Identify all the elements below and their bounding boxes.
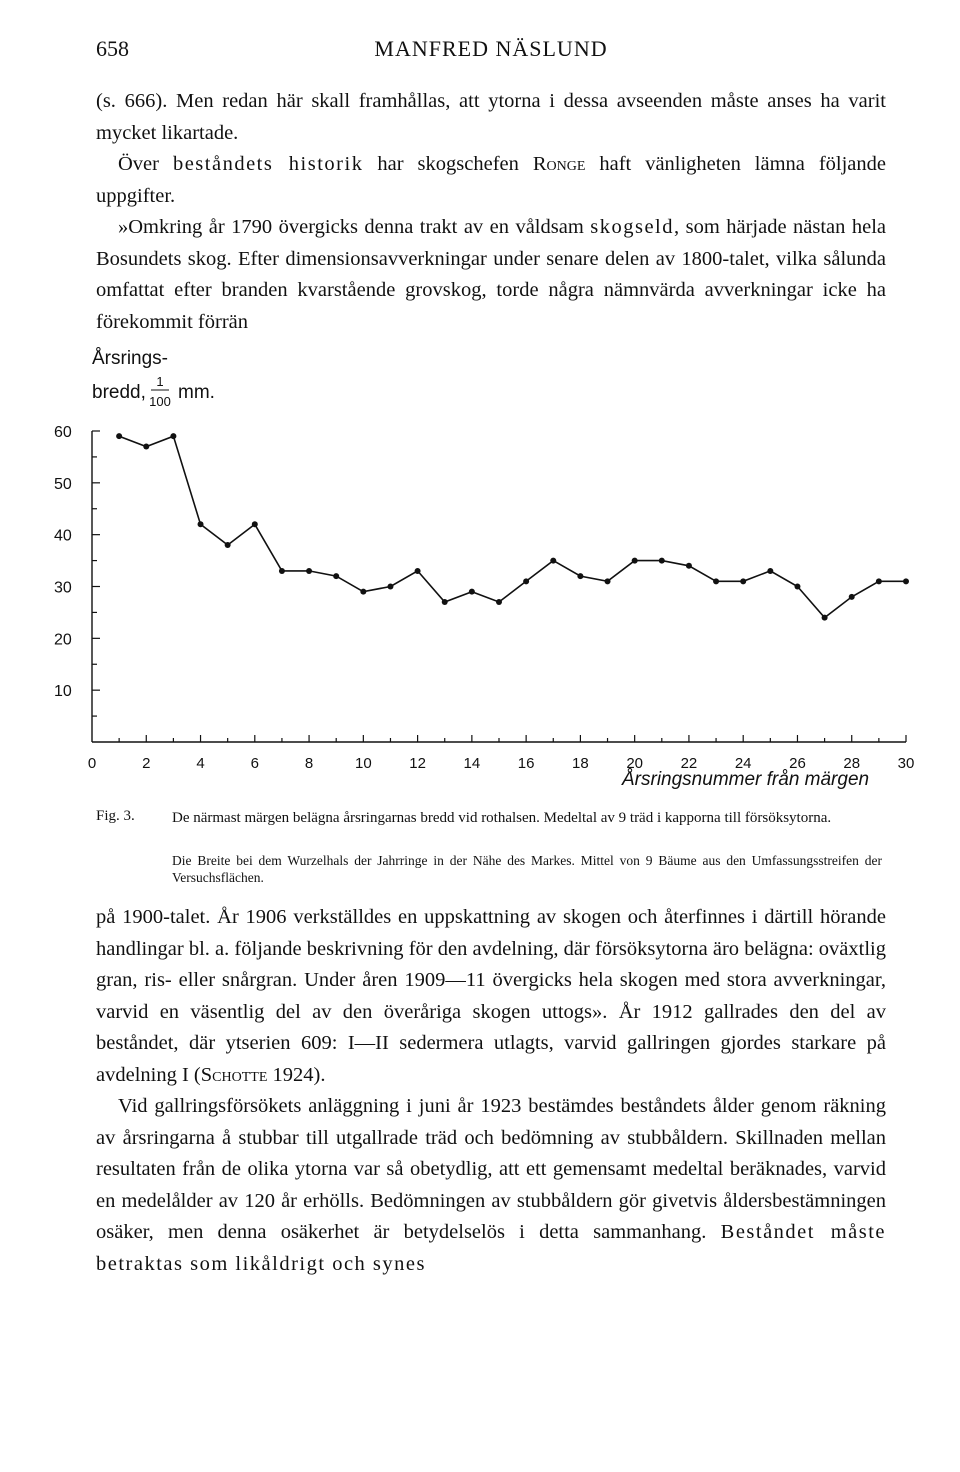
data-point [903, 578, 909, 584]
chart-svg [0, 340, 960, 800]
x-tick-label: 8 [304, 755, 314, 772]
data-point [686, 563, 692, 569]
x-axis-label: Årsringsnummer från märgen [622, 769, 870, 790]
ring-width-chart [0, 340, 960, 800]
running-title: MANFRED NÄSLUND [374, 36, 608, 61]
paragraph: (s. 666). Men redan här skall framhållas, att ytorna i dessa avseenden måste anses ha varit mycket likartade. [96, 90, 886, 144]
y-axis-label-line2: bredd, [92, 382, 146, 403]
data-point [794, 584, 800, 590]
axes [92, 431, 906, 742]
series-line [119, 436, 906, 617]
bottom-text-block [96, 902, 886, 1280]
data-point [387, 584, 393, 590]
data-point [170, 433, 176, 439]
x-tick-label: 16 [517, 755, 535, 772]
data-point [360, 589, 366, 595]
caption-swedish: De närmast märgen belägna årsringarnas bredd vid rothalsen. Medeltal av 9 träd i kapporna till försöksytorna. [172, 810, 832, 826]
data-point [143, 444, 149, 450]
x-tick-label: 20 [626, 755, 644, 772]
x-tick-label: 10 [354, 755, 372, 772]
data-point [442, 599, 448, 605]
x-tick-label: 24 [734, 755, 752, 772]
data-point [849, 594, 855, 600]
y-tick-label: 60 [54, 424, 72, 441]
y-tick-label: 10 [54, 683, 72, 701]
x-tick-label: 12 [409, 755, 426, 772]
page-header [96, 36, 886, 68]
x-tick-label: 18 [572, 755, 589, 772]
paragraph: på 1900-talet. År 1906 verkställdes en uppskattning av skogen och återfinnes i därtill hörande handlingar bl. a. följande beskrivning för den avdelning, där försöksytorna äro belägna: oväxtlig gran, ris- eller snårgran. Under åren 1909—11 övergicks hela skogen med stora avverkningar, varvid en väsentlig del av den överåriga skogen uttogs». År 1912 gallrades den del av beståndet, där ytserien 609: I—II sedermera utlagts, varvid gallringen gjordes starkare på avdelning I (Schotte 1924). [96, 906, 886, 1086]
data-point [740, 578, 746, 584]
x-tick-label: 26 [789, 755, 806, 772]
data-point [469, 589, 475, 595]
y-tick-label: 40 [54, 527, 72, 545]
x-tick-label: 22 [680, 755, 698, 772]
paragraph: Vid gallringsförsökets anläggning i juni år 1923 bestämdes beståndets ålder genom räkning av årsringarna å stubbar till utgallrade träd och bedömning av stubbåldern. Skillnaden mellan resultaten från de olika ytorna var så obetydlig, att ett gemensamt medeltal beräknades, varvid en medelålder av 120 år erhölls. Bedömningen av stubbåldern gör givetvis åldersbestämningen osäker, men denna osäkerhet är betydelselös i detta sammanhang. Beståndet måste betraktas som likåldrigt och synes [96, 1095, 887, 1275]
y-axis-label-unit: mm. [178, 382, 215, 403]
x-tick-label: 6 [250, 755, 259, 772]
data-point [198, 521, 204, 527]
data-point [577, 573, 583, 579]
data-point [876, 578, 882, 584]
data-point [659, 558, 665, 564]
data-point [252, 521, 258, 527]
y-tick-label: 30 [54, 579, 72, 597]
x-tick-label: 2 [142, 755, 151, 772]
data-point [496, 599, 502, 605]
x-tick-label: 4 [196, 755, 205, 772]
page-number: 658 [96, 36, 129, 61]
y-axis-label-line1: Årsrings- [92, 348, 169, 369]
data-point [713, 578, 719, 584]
data-point [605, 578, 611, 584]
x-tick-label: 0 [87, 755, 97, 772]
x-tick-label: 28 [843, 755, 861, 772]
y-tick-label: 50 [54, 475, 72, 493]
caption-german: Die Breite bei dem Wurzelhals der Jahrringe in der Nähe des Markes. Mittel von 9 Bäume aus den Umfassungsstreifen der Versuchsflächen. [172, 853, 882, 885]
data-point [116, 433, 122, 439]
top-text-block [96, 86, 886, 338]
x-tick-label: 14 [463, 755, 481, 772]
y-axis-label-fraction-denominator: 100 [149, 394, 171, 409]
y-axis-label-fraction-numerator: 1 [156, 374, 164, 389]
data-point [279, 568, 285, 574]
data-point [333, 573, 339, 579]
data-point [523, 578, 529, 584]
y-tick-labels [54, 424, 72, 700]
figure-label: Fig. 3. [96, 808, 135, 824]
data-point [822, 615, 828, 621]
data-point [306, 568, 312, 574]
data-point [767, 568, 773, 574]
y-tick-label: 20 [54, 631, 72, 649]
paragraph: »Omkring år 1790 övergicks denna trakt av en våldsam skogseld, som härjade nästan hela Bosundets skog. Efter dimensionsavverkningar under senare delen av 1800-talet, vilka sålunda omfattat efter branden kvarstående grovskog, torde några nämnvärda avverkningar icke ha förekommit förrän [96, 216, 886, 333]
paragraph: Över beståndets historik har skogschefen Ronge haft vänligheten lämna följande uppgifter. [96, 153, 886, 207]
data-point [632, 558, 638, 564]
data-point [415, 568, 421, 574]
data-point [550, 558, 556, 564]
x-tick-label: 30 [897, 755, 915, 772]
data-point [225, 542, 231, 548]
